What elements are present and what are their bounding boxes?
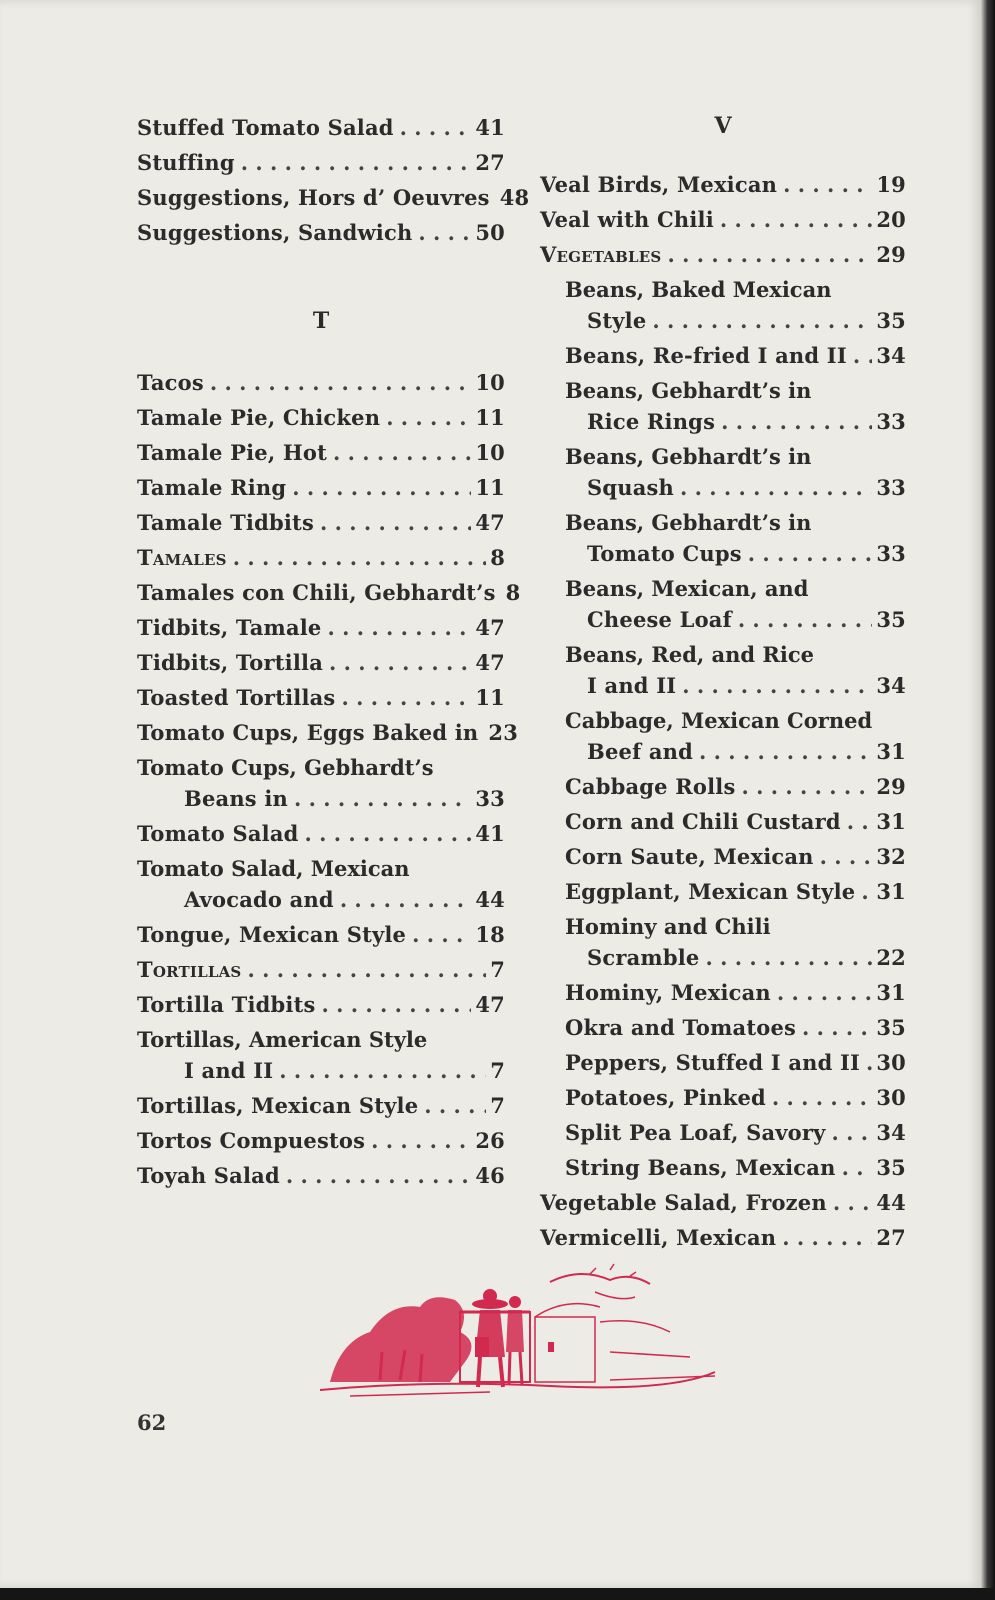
index-entry-wrapped: Hominy and Chili Scramble . . . 22 <box>540 911 906 974</box>
index-entry: Suggestions, Sandwich . . . 50 <box>137 217 505 249</box>
index-entry: Vegetable Salad, Frozen . . . 44 <box>540 1187 906 1219</box>
index-entry: Tamale Ring . . . 11 <box>137 472 505 504</box>
index-entry: Tamale Pie, Chicken . . . 11 <box>137 402 505 434</box>
index-entry: Stuffing . . . 27 <box>137 147 505 179</box>
index-entry: Suggestions, Hors d’ Oeuvres 48 <box>137 185 530 210</box>
index-entry: Okra and Tomatoes . . . 35 <box>540 1012 906 1044</box>
page-bottom-edge <box>0 1588 995 1600</box>
index-entry-wrapped: Beans, Gebhardt’s in Tomato Cups . . . 33 <box>540 507 906 570</box>
index-entry-category: Vegetables . . . 29 <box>540 239 906 271</box>
index-entry: Split Pea Loaf, Savory . . . 34 <box>540 1117 906 1149</box>
index-entry: Peppers, Stuffed I and II . . . 30 <box>540 1047 906 1079</box>
page-number: 62 <box>137 1410 167 1435</box>
index-entry: Stuffed Tomato Salad . . . 41 <box>137 112 505 144</box>
index-entry-wrapped: Tomato Cups, Gebhardt’s Beans in . . . 33 <box>137 752 505 815</box>
index-entry: Hominy, Mexican . . . 31 <box>540 977 906 1009</box>
index-entry-wrapped: Beans, Red, and Rice I and II . . . 34 <box>540 639 906 702</box>
section-letter-v: V <box>714 113 732 139</box>
index-entry: Veal with Chili . . . 20 <box>540 204 906 236</box>
adobe-village-vignette-icon <box>310 1262 720 1402</box>
index-entry-wrapped: Beans, Gebhardt’s in Squash . . . 33 <box>540 441 906 504</box>
index-entry: Vermicelli, Mexican . . . 27 <box>540 1222 906 1254</box>
index-entry: String Beans, Mexican . . . 35 <box>540 1152 906 1184</box>
book-spine <box>981 0 995 1600</box>
index-entry: Tidbits, Tortilla . . . 47 <box>137 647 505 679</box>
index-entry-wrapped: Cabbage, Mexican Corned Beef and . . . 31 <box>540 705 906 768</box>
index-entry: Toyah Salad . . . 46 <box>137 1160 505 1192</box>
index-entry: Tomato Salad . . . 41 <box>137 818 505 850</box>
index-entry-category: Tortillas . . . 7 <box>137 954 505 986</box>
index-entry: Eggplant, Mexican Style . . . 31 <box>540 876 906 908</box>
index-entry: Tamale Pie, Hot . . . 10 <box>137 437 505 469</box>
index-entry: Veal Birds, Mexican . . . 19 <box>540 169 906 201</box>
index-column-left <box>137 112 530 1195</box>
index-entry: Cabbage Rolls . . . 29 <box>540 771 906 803</box>
index-entry: Potatoes, Pinked . . . 30 <box>540 1082 906 1114</box>
index-entry: Tamale Tidbits . . . 47 <box>137 507 505 539</box>
index-entry-wrapped: Beans, Mexican, and Cheese Loaf . . . 35 <box>540 573 906 636</box>
index-entry: Tacos . . . 10 <box>137 367 505 399</box>
index-entry-category: Tamales . . . 8 <box>137 542 505 574</box>
index-entry: Corn Saute, Mexican . . . 32 <box>540 841 906 873</box>
index-entry: Tongue, Mexican Style . . . 18 <box>137 919 505 951</box>
index-entry: Tomato Cups, Eggs Baked in 23 <box>137 720 519 745</box>
index-entry: Tortos Compuestos . . . 26 <box>137 1125 505 1157</box>
index-entry: Tortillas, Mexican Style . . . 7 <box>137 1090 505 1122</box>
index-entry-wrapped: Tomato Salad, Mexican Avocado and . . . 44 <box>137 853 505 916</box>
index-entry: Toasted Tortillas . . . 11 <box>137 682 505 714</box>
index-entry: Tamales con Chili, Gebhardt’s 8 <box>137 580 521 605</box>
index-entry-wrapped: Tortillas, American Style I and II . . . 7 <box>137 1024 505 1087</box>
index-entry: Corn and Chili Custard . . . 31 <box>540 806 906 838</box>
index-column-right <box>540 112 906 1257</box>
index-entry-wrapped: Beans, Baked Mexican Style . . . 35 <box>540 274 906 337</box>
index-entry: Beans, Re-fried I and II . . . 34 <box>540 340 906 372</box>
section-letter-t: T <box>312 308 330 334</box>
index-entry: Tidbits, Tamale . . . 47 <box>137 612 505 644</box>
index-entry: Tortilla Tidbits . . . 47 <box>137 989 505 1021</box>
index-entry-wrapped: Beans, Gebhardt’s in Rice Rings . . . 33 <box>540 375 906 438</box>
